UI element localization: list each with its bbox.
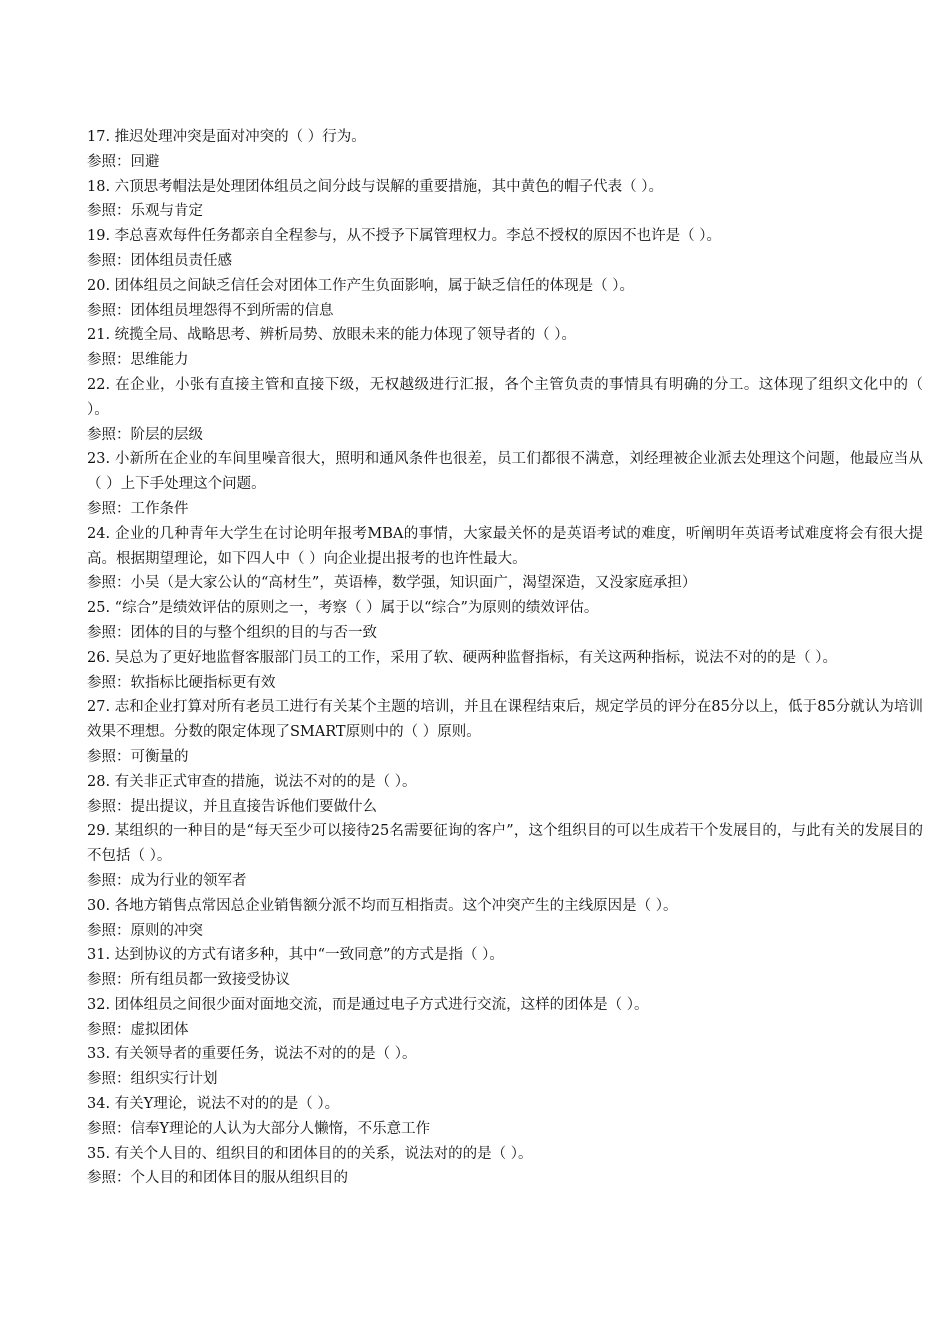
question-text: 34. 有关Y理论，说法不对的的是（ ）。	[87, 1096, 340, 1113]
answer-text: 参照：软指标比硬指标更有效	[87, 674, 276, 691]
answer-text: 参照：所有组员都一致接受协议	[87, 972, 290, 989]
qa-item	[87, 770, 923, 820]
answer-text: 参照：乐观与肯定	[87, 203, 203, 220]
answer-text: 参照：工作条件	[87, 500, 189, 517]
question-text: 18. 六顶思考帽法是处理团体组员之间分歧与误解的重要措施，其中黄色的帽子代表（ ）。	[87, 178, 664, 195]
qa-item	[87, 894, 923, 944]
question-text: 33. 有关领导者的重要任务，说法不对的的是（ ）。	[87, 1046, 417, 1063]
answer-text: 参照：个人目的和团体目的服从组织目的	[87, 1170, 348, 1187]
question-text: 35. 有关个人目的、组织目的和团体目的的关系，说法对的的是（ ）。	[87, 1145, 533, 1162]
question-text: 31. 达到协议的方式有诸多种，其中“一致同意”的方式是指（ ）。	[87, 947, 504, 964]
question-text: 24. 企业的几种青年大学生在讨论明年报考MBA的事情，大家最关怀的是英语考试的难度，听阐明年英语考试难度将会有很大提高。根据期望理论，如下四人中（ ）向企业提出报考的也许性最大。	[87, 525, 923, 567]
qa-item	[87, 125, 923, 175]
answer-text: 参照：虚拟团体	[87, 1021, 189, 1038]
question-text: 32. 团体组员之间很少面对面地交流，而是通过电子方式进行交流，这样的团体是（ ）。	[87, 996, 649, 1013]
answer-text: 参照：阶层的层级	[87, 426, 203, 443]
question-text: 27. 志和企业打算对所有老员工进行有关某个主题的培训，并且在课程结束后，规定学员的评分在85分以上，低于85分就认为培训效果不理想。分数的限定体现了SMART原则中的（ ）原则。	[87, 699, 923, 741]
qa-item	[87, 175, 923, 225]
qa-item	[87, 447, 923, 521]
question-text: 23. 小新所在企业的车间里噪音很大，照明和通风条件也很差，员工们都很不满意，刘经理被企业派去处理这个问题，他最应当从（ ）上下手处理这个问题。	[87, 451, 923, 493]
qa-item	[87, 819, 923, 893]
question-text: 25. “综合”是绩效评估的原则之一，考察（ ）属于以“综合”为原则的绩效评估。	[87, 600, 599, 617]
question-text: 26. 吴总为了更好地监督客服部门员工的工作，采用了软、硬两种监督指标，有关这两种指标，说法不对的的是（ ）。	[87, 649, 838, 666]
question-text: 30. 各地方销售点常因总企业销售额分派不均而互相指责。这个冲突产生的主线原因是（ ）。	[87, 897, 678, 914]
qa-item	[87, 646, 923, 696]
qa-item	[87, 695, 923, 769]
qa-item	[87, 274, 923, 324]
answer-text: 参照：组织实行计划	[87, 1071, 218, 1088]
qa-item	[87, 1042, 923, 1092]
question-text: 17. 推迟处理冲突是面对冲突的（ ）行为。	[87, 129, 366, 145]
qa-item	[87, 943, 923, 993]
answer-text: 参照：可衡量的	[87, 748, 189, 765]
answer-text: 参照：小吴（是大家公认的“高材生”，英语棒，数学强，知识面广，渴望深造，又没家庭承担）	[87, 575, 697, 592]
question-text: 19. 李总喜欢每件任务都亲自全程参与，从不授予下属管理权力。李总不授权的原因不也许是（ ）。	[87, 228, 722, 245]
question-text: 29. 某组织的一种目的是“每天至少可以接待25名需要征询的客户”，这个组织目的可以生成若干个发展目的，与此有关的发展目的不包括（ ）。	[87, 823, 923, 865]
qa-item	[87, 373, 923, 447]
qa-item	[87, 1092, 923, 1142]
answer-text: 参照：原则的冲突	[87, 922, 203, 939]
qa-item	[87, 224, 923, 274]
qa-item	[87, 522, 923, 596]
answer-text: 参照：提出提议，并且直接告诉他们要做什么	[87, 798, 377, 815]
qa-item	[87, 323, 923, 373]
answer-text: 参照：思维能力	[87, 352, 189, 369]
qa-item	[87, 596, 923, 646]
question-text: 21. 统揽全局、战略思考、辨析局势、放眼未来的能力体现了领导者的（ ）。	[87, 327, 577, 344]
answer-text: 参照：信奉Y理论的人认为大部分人懒惰，不乐意工作	[87, 1120, 431, 1137]
answer-text: 参照：团体的目的与整个组织的目的与否一致	[87, 624, 377, 641]
qa-item	[87, 993, 923, 1043]
answer-text: 参照：团体组员责任感	[87, 252, 232, 269]
question-text: 20. 团体组员之间缺乏信任会对团体工作产生负面影响，属于缺乏信任的体现是（ ）。	[87, 277, 635, 294]
qa-item	[87, 1142, 923, 1192]
document-page	[87, 125, 923, 1191]
question-text: 28. 有关非正式审查的措施，说法不对的的是（ ）。	[87, 773, 417, 790]
answer-text: 参照：团体组员埋怨得不到所需的信息	[87, 302, 334, 319]
answer-text: 参照：成为行业的领军者	[87, 872, 247, 889]
question-text: 22. 在企业，小张有直接主管和直接下级，无权越级进行汇报，各个主管负责的事情具有明确的分工。这体现了组织文化中的（ ）。	[87, 376, 923, 418]
answer-text: 参照：回避	[87, 153, 160, 170]
